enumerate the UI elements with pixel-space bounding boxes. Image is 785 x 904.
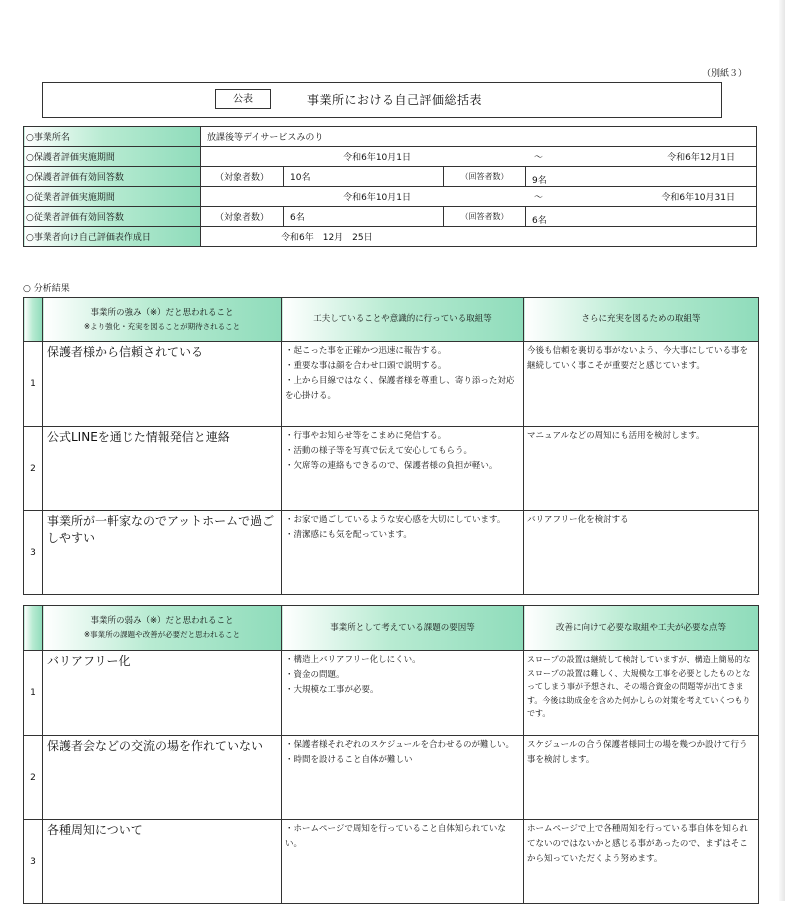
weakness-title: 各種周知について xyxy=(43,820,282,904)
row-number: 3 xyxy=(24,820,43,904)
guardian-target-label: （対象者数） xyxy=(201,167,284,187)
staff-target-label: （対象者数） xyxy=(201,207,284,227)
guardian-period-end: 令和6年12月1日 xyxy=(667,153,735,163)
guardian-period xyxy=(201,147,757,167)
guardian-period-tilde: ～ xyxy=(533,153,543,163)
page-title: 事業所における自己評価総括表 xyxy=(307,93,483,107)
weaknesses-header-num xyxy=(24,606,43,651)
strength-further: バリアフリー化を検討する xyxy=(524,511,759,595)
weaknesses-header-col1 xyxy=(43,606,282,651)
list-item: ・時間を設けること自体が難しい xyxy=(285,755,413,765)
list-item: ・大規模な工事が必要。 xyxy=(285,685,379,695)
attachment-reference: （別紙３） xyxy=(701,69,747,79)
strength-title: 公式LINEを通じた情報発信と連絡 xyxy=(43,427,282,511)
list-item: ・構造上バリアフリー化しにくい。 xyxy=(285,655,421,665)
list-item: ・重要な事は顔を合わせ口頭で説明する。 xyxy=(285,361,447,371)
table-row xyxy=(24,820,759,904)
guardian-target-count: 10名 xyxy=(284,167,444,187)
strengths-header-col1-main: 事業所の強み（※）だと思われること xyxy=(90,307,234,318)
guardian-period-label: ○保護者評価実施期間 xyxy=(24,147,201,167)
staff-answer-count: 6名 xyxy=(526,207,757,227)
table-row xyxy=(24,736,759,820)
analysis-heading: ○ 分析結果 xyxy=(23,284,70,294)
staff-period-label: ○従業者評価実施期間 xyxy=(24,187,201,207)
created-date: 令和6年 12月 25日 xyxy=(201,227,757,247)
strength-further: マニュアルなどの周知にも活用を検討します。 xyxy=(524,427,759,511)
created-date-label: ○事業者向け自己評価表作成日 xyxy=(24,227,201,247)
row-number: 2 xyxy=(24,736,43,820)
strength-efforts xyxy=(282,511,524,595)
list-item: ・資金の問題。 xyxy=(285,670,345,680)
list-item: ・上から目線ではなく、保護者様を尊重し、寄り添った対応を心掛ける。 xyxy=(285,376,515,401)
list-item: ・清潔感にも気を配っています。 xyxy=(285,530,412,540)
strengths-table xyxy=(23,297,759,595)
staff-target-count: 6名 xyxy=(284,207,444,227)
scan-edge xyxy=(779,0,785,901)
weakness-title: 保護者会などの交流の場を作れていない xyxy=(43,736,282,820)
list-item: ・行事やお知らせ等をこまめに発信する。 xyxy=(285,431,447,441)
table-row xyxy=(24,342,759,427)
list-item: ・お家で過ごしているような安心感を大切にしています。 xyxy=(285,515,506,525)
strengths-header-col3: さらに充実を図るための取組等 xyxy=(524,298,759,342)
strengths-header-num xyxy=(24,298,43,342)
publication-tag: 公表 xyxy=(215,89,271,109)
staff-period-tilde: ～ xyxy=(533,193,543,203)
guardian-answer-count: 9名 xyxy=(526,167,757,187)
row-number: 1 xyxy=(24,651,43,736)
row-number: 1 xyxy=(24,342,43,427)
list-item: ・欠席等の連絡もできるので、保護者様の負担が軽い。 xyxy=(285,461,498,471)
weakness-causes xyxy=(282,820,524,904)
weaknesses-table xyxy=(23,605,759,904)
info-table xyxy=(23,126,757,247)
row-number: 3 xyxy=(24,511,43,595)
title-box xyxy=(42,82,722,118)
facility-name: 放課後等デイサービスみのり xyxy=(201,127,757,147)
list-item: ・起こった事を正確かつ迅速に報告する。 xyxy=(285,346,447,356)
strength-efforts xyxy=(282,342,524,427)
guardian-answer-label: （回答者数） xyxy=(444,167,526,187)
row-number: 2 xyxy=(24,427,43,511)
weaknesses-header-col1-main: 事業所の弱み（※）だと思われること xyxy=(90,616,234,626)
strengths-header-col2: 工夫していることや意識的に行っている取組等 xyxy=(282,298,524,342)
weaknesses-header-col2: 事業所として考えている課題の要因等 xyxy=(282,606,524,651)
strengths-header-col1-sub: ※より強化・充実を図ることが期待されること xyxy=(83,321,241,331)
weakness-causes xyxy=(282,736,524,820)
staff-period-start: 令和6年10月1日 xyxy=(343,193,411,203)
staff-answer-label: （回答者数） xyxy=(444,207,526,227)
table-row xyxy=(24,511,759,595)
table-row xyxy=(24,427,759,511)
list-item: ・活動の様子等を写真で伝えて安心してもらう。 xyxy=(285,446,473,456)
weakness-causes xyxy=(282,651,524,736)
strength-efforts xyxy=(282,427,524,511)
strengths-header-col1 xyxy=(43,298,282,342)
weakness-title: バリアフリー化 xyxy=(43,651,282,736)
weakness-improve: スロープの設置は継続して検討していますが、構造上簡易的なスロープの設置は難しく、大規模な工事を必要としたものとなってしまう事が予想され、その場合資金の問題等が出てきます。今後は助成金を含めた何かしらの対策を考えていくつもりです。 xyxy=(524,651,759,736)
facility-label: ○事業所名 xyxy=(24,127,201,147)
list-item: ・保護者様それぞれのスケジュールを合わせるのが難しい。 xyxy=(285,740,514,750)
staff-period xyxy=(201,187,757,207)
staff-period-end: 令和6年10月31日 xyxy=(661,193,735,203)
weakness-improve: ホームページで上で各種周知を行っている事自体を知られてないのではないかと感じる事があったので、まずはそこから知っていただくよう努めます。 xyxy=(524,820,759,904)
list-item: ・ホームページで周知を行っていること自体知られていない。 xyxy=(285,824,506,849)
staff-responses-label: ○従業者評価有効回答数 xyxy=(24,207,201,227)
weaknesses-header-col1-sub: ※事業所の課題や改善が必要だと思われること xyxy=(83,630,241,639)
guardian-responses-label: ○保護者評価有効回答数 xyxy=(24,167,201,187)
table-row xyxy=(24,651,759,736)
strength-further: 今後も信頼を裏切る事がないよう、今大事にしている事を継続していく事こそが重要だと感じています。 xyxy=(524,342,759,427)
strength-title: 保護者様から信頼されている xyxy=(43,342,282,427)
weakness-improve: スケジュールの合う保護者様同士の場を幾つか設けて行う事を検討します。 xyxy=(524,736,759,820)
strength-title: 事業所が一軒家なのでアットホームで過ごしやすい xyxy=(43,511,282,595)
weaknesses-header-col3: 改善に向けて必要な取組や工夫が必要な点等 xyxy=(524,606,759,651)
guardian-period-start: 令和6年10月1日 xyxy=(343,153,411,163)
